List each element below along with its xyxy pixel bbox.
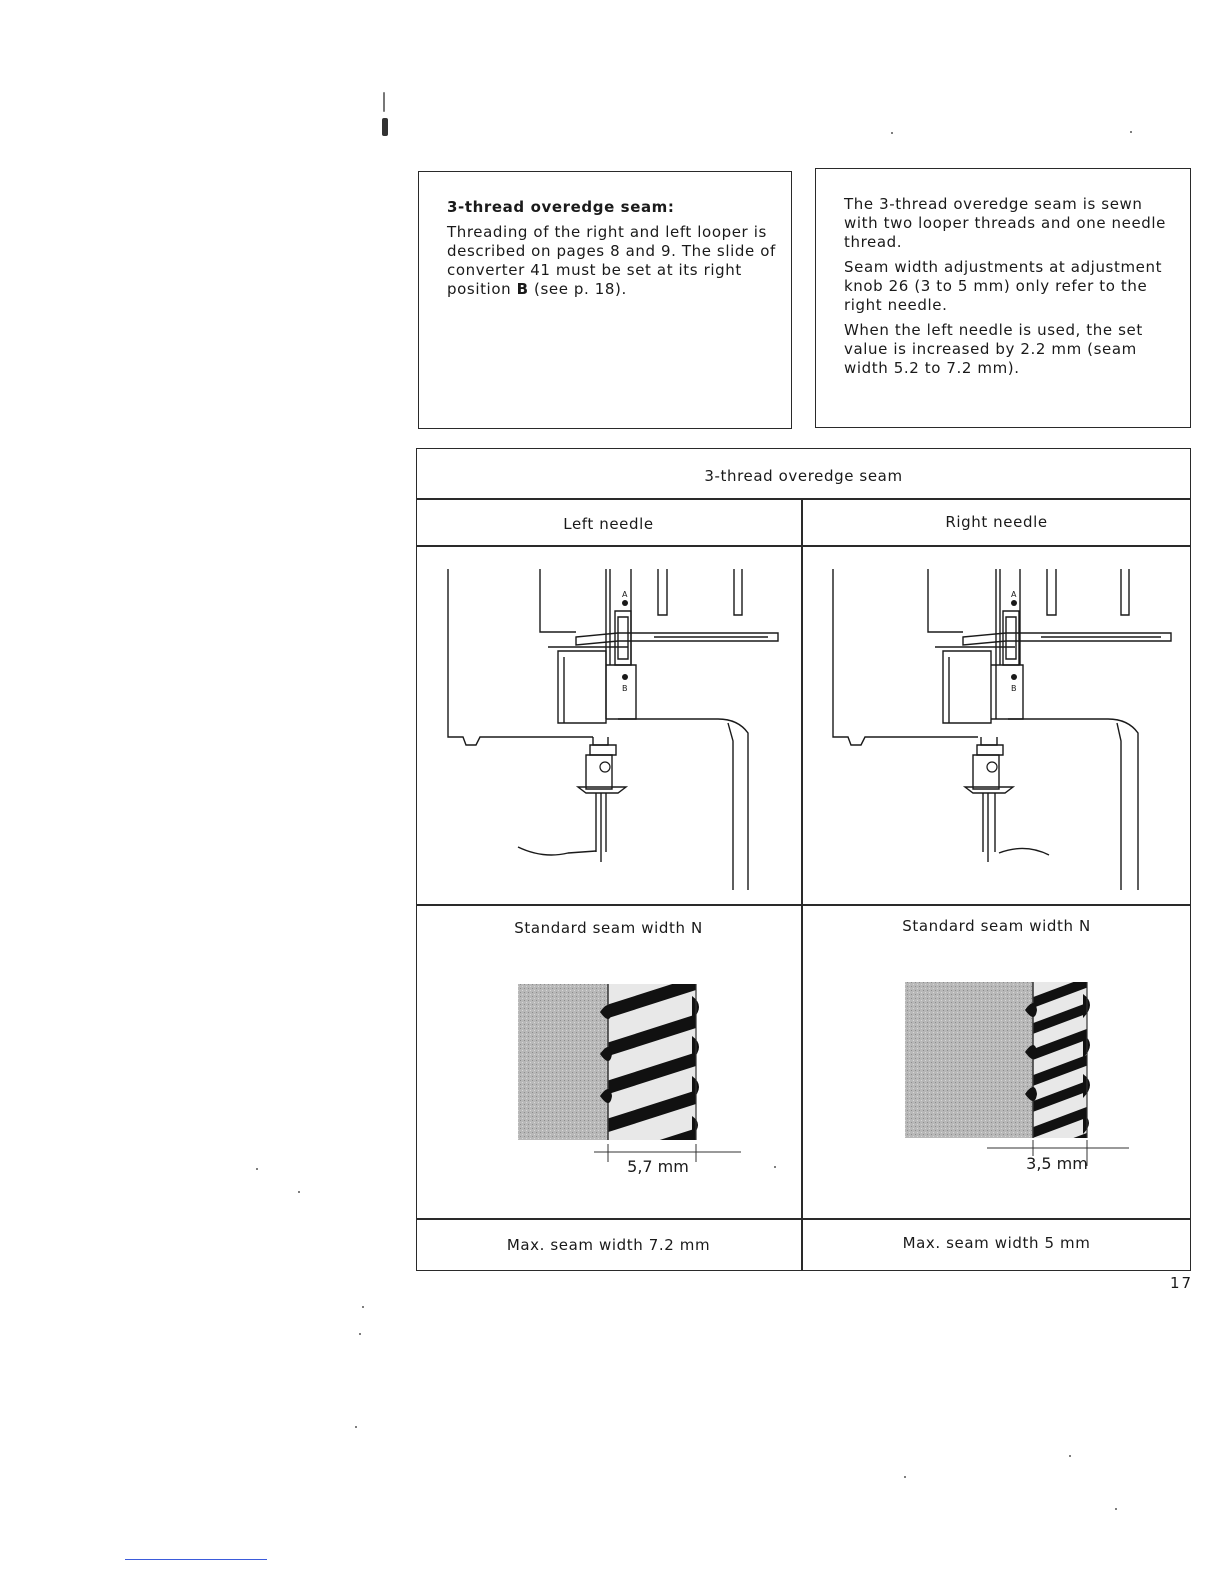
intro-box-left	[418, 171, 792, 429]
left-seam-measurement: 5,7 mm	[627, 1157, 689, 1176]
scan-artifact	[382, 118, 388, 136]
page-number: 17	[1170, 1274, 1194, 1292]
scan-artifact	[256, 1168, 258, 1170]
right-needle-machine-illustration	[803, 547, 1190, 904]
right-seam-measurement: 3,5 mm	[1026, 1154, 1088, 1173]
table-title: 3-thread overedge seam	[704, 467, 903, 485]
column-header-right-needle: Right needle	[945, 513, 1048, 531]
section-heading: 3-thread overedge seam:	[447, 198, 675, 216]
left-needle-machine-illustration	[418, 547, 801, 904]
max-seam-width-right: Max. seam width 5 mm	[902, 1234, 1091, 1252]
scan-artifact	[298, 1191, 300, 1193]
scan-artifact	[359, 1333, 361, 1335]
scan-artifact	[362, 1306, 364, 1308]
scan-artifact	[774, 1166, 776, 1168]
scan-artifact	[1130, 131, 1132, 133]
left-seam-sample-illustration	[516, 980, 746, 1180]
standard-seam-width-label-right: Standard seam width N	[902, 917, 1091, 935]
scan-artifact-line	[125, 1559, 267, 1560]
description-paragraph: Seam width adjustments at adjustment knob 26 (3 to 5 mm) only refer to the right needle.	[844, 258, 1163, 314]
table-divider	[416, 498, 1191, 500]
description-paragraph: The 3-thread overedge seam is sewn with two looper threads and one needle thread.	[844, 195, 1166, 251]
threading-instructions: Threading of the right and left looper is described on pages 8 and 9. The slide of converter 41 must be set at its right position B (see p. 18).	[447, 223, 776, 298]
right-seam-sample-illustration	[903, 978, 1133, 1178]
description-paragraph: When the left needle is used, the set value is increased by 2.2 mm (seam width 5.2 to 7.2 mm).	[844, 321, 1143, 377]
scan-artifact	[1069, 1455, 1071, 1457]
converter-position-b-label: B	[622, 684, 628, 693]
converter-position-a-label: A	[1011, 590, 1017, 599]
scan-artifact	[891, 132, 893, 134]
converter-position-b-label: B	[1011, 684, 1017, 693]
scan-artifact	[904, 1476, 906, 1478]
table-divider	[416, 1218, 1191, 1220]
max-seam-width-left: Max. seam width 7.2 mm	[506, 1236, 711, 1254]
converter-position-a-label: A	[622, 590, 628, 599]
scan-artifact	[1115, 1508, 1117, 1510]
column-header-left-needle: Left needle	[563, 515, 654, 533]
scan-artifact	[355, 1426, 357, 1428]
standard-seam-width-label-left: Standard seam width N	[514, 919, 703, 937]
intro-box-right	[815, 168, 1191, 428]
scan-artifact	[383, 92, 385, 112]
table-divider	[416, 904, 1191, 906]
